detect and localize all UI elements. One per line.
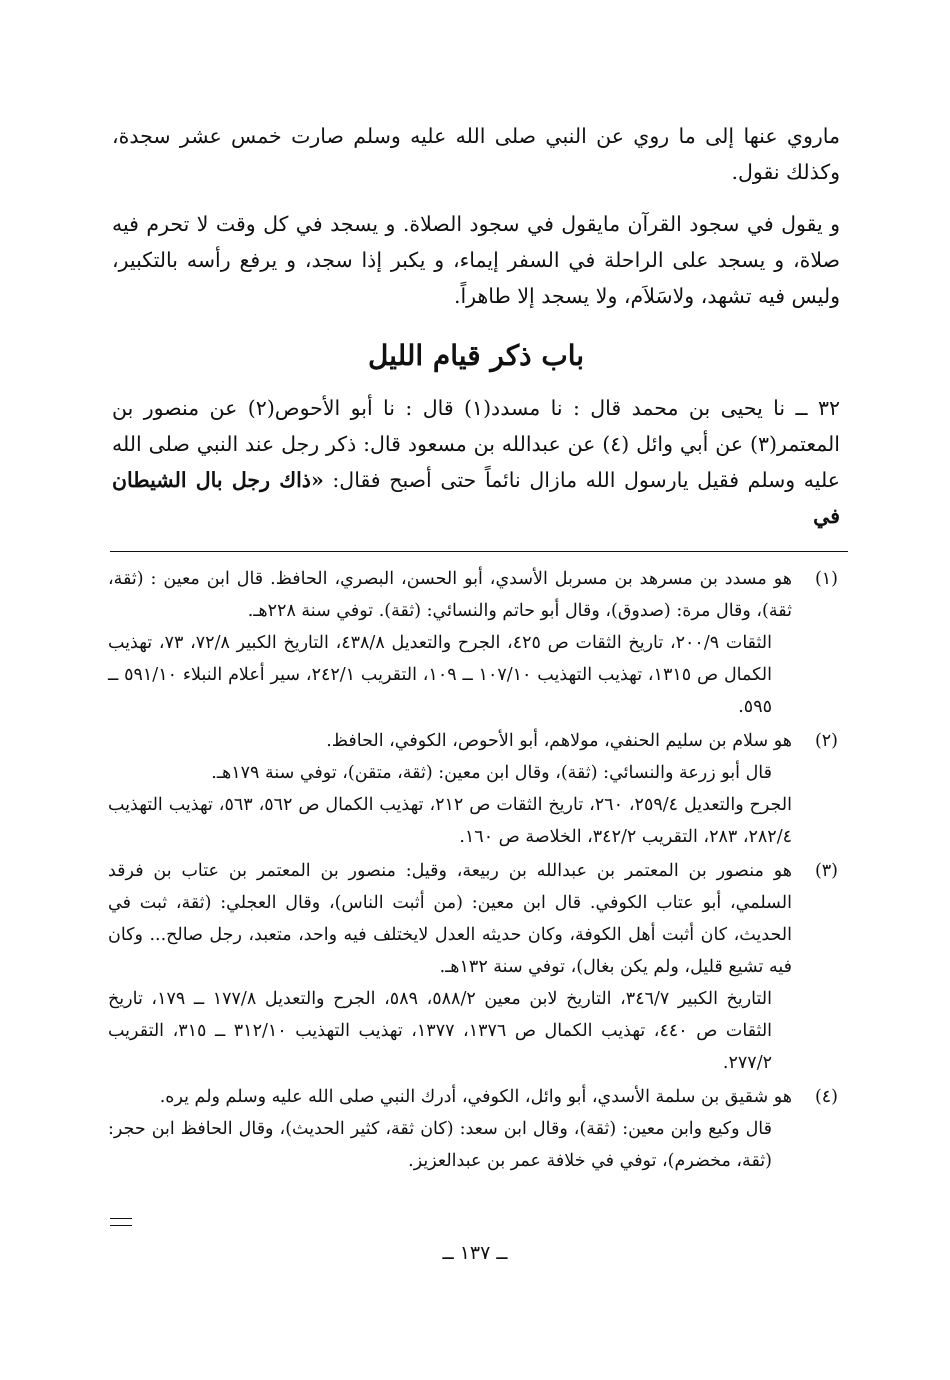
footnote-number: (١) <box>814 569 838 589</box>
footnote-refs: الجرح والتعديل ٢٥٩/٤، ٢٦٠، تاريخ الثقات ص ٢١٢، تهذيب الكمال ص ٥٦٢، ٥٦٣، تهذيب التهذيب ٢٨٢/٤، ٢٨٣، التقريب ٣٤٢/٢، الخلاصة ص ١٦٠. <box>108 795 793 847</box>
footnote-refs: التاريخ الكبير ٣٤٦/٧، التاريخ لابن معين ٥٨٨/٢، ٥٨٩، الجرح والتعديل ١٧٧/٨ ــ ١٧٩، تاريخ الثقات ص ٤٤٠، تهذيب الكمال ص ١٣٧٦، ١٣٧٧، تهذيب التهذيب ٣١٢/١٠ ــ ٣١٥، التقريب ٢٧٧/٢. <box>108 989 773 1073</box>
footnote-text-2: قال أبو زرعة والنسائي: (ثقة)، وقال ابن معين: (ثقة، متقن)، توفي سنة ١٧٩هـ. <box>211 763 772 783</box>
footnote-2 <box>108 725 838 853</box>
footnote-number: (٢) <box>814 731 838 751</box>
footnote-text: هو سلام بن سليم الحنفي، مولاهم، أبو الأحوص، الكوفي، الحافظ. <box>326 731 792 751</box>
footnote-4 <box>108 1081 838 1177</box>
footnote-refs: الثقات ٢٠٠/٩، تاريخ الثقات ص ٤٢٥، الجرح والتعديل ٤٣٨/٨، التاريخ الكبير ٧٢/٨، ٧٣، تهذيب الكمال ص ١٣١٥، تهذيب التهذيب ١٠٧/١٠ ــ ١٠٩، التقريب ٢٤٢/١، سير أعلام النبلاء ٥٩١/١٠ ــ ٥٩٥. <box>108 633 772 717</box>
continuation-mark <box>110 1218 132 1232</box>
footnote-text: هو شقيق بن سلمة الأسدي، أبو وائل، الكوفي، أدرك النبي صلى الله عليه وسلم ولم يره. <box>159 1087 792 1107</box>
hadith-text: ٣٢ ــ نا يحيى بن محمد قال : نا مسدد(١) قال : نا أبو الأحوص(٢) عن منصور بن المعتمر(٣) عن أبي وائل (٤) عن عبدالله بن مسعود قال: ذكر رجل عند النبي صلى الله عليه وسلم فقيل يارسول الله مازال نائماً حتى أصبح فقال: <box>112 396 841 492</box>
footnote-text-2: قال وكيع وابن معين: (ثقة)، وقال ابن سعد: (كان ثقة، كثير الحديث)، وقال الحافظ ابن حجر: (ثقة، مخضرم)، توفي في خلافة عمر بن عبدالعزيز. <box>108 1119 773 1171</box>
footnote-1 <box>108 563 838 723</box>
footnotes <box>108 563 838 1179</box>
footnote-number: (٤) <box>814 1087 838 1107</box>
footnote-3 <box>108 855 838 1079</box>
footnote-separator <box>110 551 848 552</box>
main-text <box>112 118 840 534</box>
hadith-32 <box>112 390 840 534</box>
footnote-text: هو منصور بن المعتمر بن عبدالله بن ربيعة، وقيل: منصور بن المعتمر بن عتاب بن فرقد السلمي، أبو عتاب الكوفي. قال ابن معين: (من أثبت الناس)، وقال العجلي: (ثقة، ثبت في الحديث، كان أثبت أهل الكوفة، وكان حديثه العدل لايختلف فيه واحد، متعبد، رجل صالح... وكان فيه تشيع قليل، ولم يكن بغال)، توفي سنة ١٣٢هـ. <box>108 861 792 977</box>
chapter-heading: باب ذكر قيام الليل <box>367 339 585 372</box>
page-number: ــ ١٣٧ ــ <box>442 1242 508 1264</box>
footnote-text: هو مسدد بن مسرهد بن مسربل الأسدي، أبو الحسن، البصري، الحافظ. قال ابن معين : (ثقة، ثقة)، وقال مرة: (صدوق)، وقال أبو حاتم والنسائي: (ثقة). توفي سنة ٢٢٨هـ. <box>108 569 792 621</box>
footnote-number: (٣) <box>814 861 838 881</box>
hadith-quote: «ذاك رجل بال الشيطان في <box>112 468 840 528</box>
paragraph-sajda-count: ماروي عنها إلى ما روي عن النبي صلى الله عليه وسلم صارت خمس عشر سجدة، وكذلك نقول. <box>112 124 840 184</box>
paragraph-sajda-rules: و يقول في سجود القرآن مايقول في سجود الصلاة. و يسجد في كل وقت لا تحرم فيه صلاة، و يسجد على الراحلة في السفر إيماء، و يكبر إذا سجد، و يرفع رأسه بالتكبير، وليس فيه تشهد، ولاسَلاَم، ولا يسجد إلا طاهراً. <box>112 212 840 308</box>
